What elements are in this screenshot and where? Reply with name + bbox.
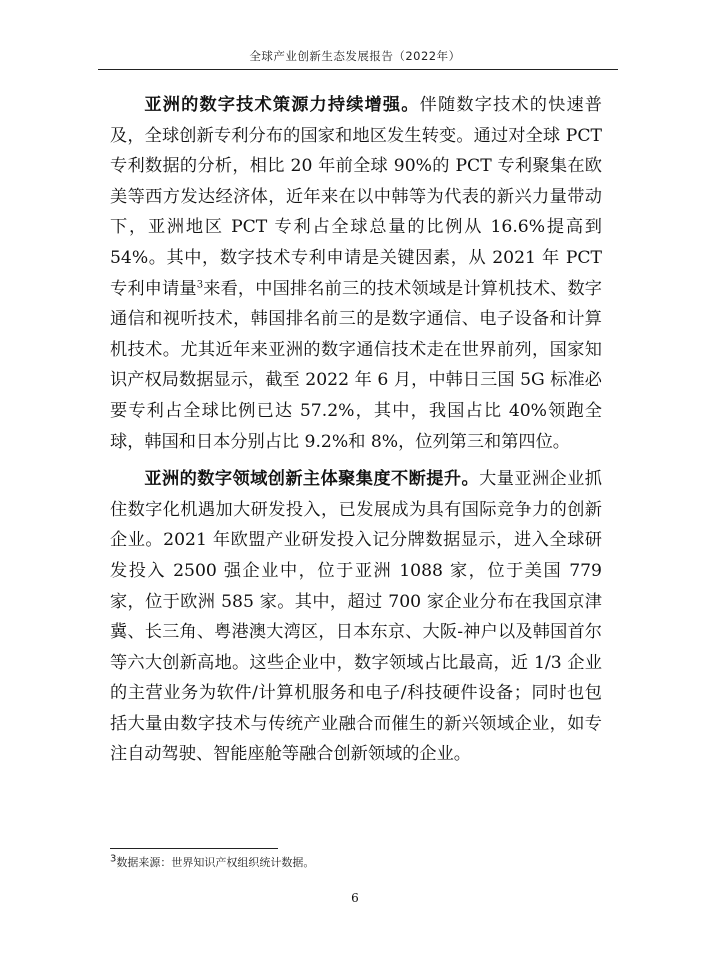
page-number: 6 <box>351 891 359 905</box>
header-rule <box>98 69 618 70</box>
paragraph-1-text-b: 来看，中国排名前三的技术领域是计算机技术、数字通信和视听技术，韩国排名前三的是数字通信、电子设备和计算机技术。尤其近年来亚洲的数字通信技术走在世界前列，国家知识产权局数据显示，截至 2022 年 6 月，中韩日三国 5G 标准必要专利占全球比例已达 57.2%，其中，我国占比 40%领跑全球，韩国和日本分别占比 9.2%和 8%，位列第三和第四位。 <box>110 278 602 452</box>
paragraph-1-text-a: 伴随数字技术的快速普及，全球创新专利分布的国家和地区发生转变。通过对全球 PCT 专利数据的分析，相比 20 年前全球 90%的 PCT 专利聚集在欧美等西方发达经济体，近年来在以中韩等为代表的新兴力量带动下，亚洲地区 PCT 专利占全球总量的比例从 16.6%提高到 54%。其中，数字技术专利申请是关键因素，从 2021 年 PCT 专利申请量 <box>110 95 602 299</box>
body-text <box>110 90 602 777</box>
paragraph-2 <box>110 464 602 770</box>
paragraph-1-lead: 亚洲的数字技术策源力持续增强。 <box>144 95 420 115</box>
paragraph-2-lead: 亚洲的数字领域创新主体聚集度不断提升。 <box>144 469 480 490</box>
paragraph-1 <box>110 90 602 457</box>
footnote-ref: 3 <box>196 278 204 290</box>
footnote-rule <box>110 848 278 849</box>
paragraph-2-text: 大量亚洲企业抓住数字化机遇加大研发投入，已发展成为具有国际竞争力的创新企业。2021 年欧盟产业研发投入记分牌数据显示，进入全球研发投入 2500 强企业中，位于亚洲 1088 家，位于美国 779 家，位于欧洲 585 家。其中，超过 700 家企业分布在我国京津冀、长三角、粤港澳大湾区，日本东京、大阪-神户以及韩国首尔等六大创新高地。这些企业中，数字领域占比最高，近 1/3 企业的主营业务为软件/计算机服务和电子/科技硬件设备；同时也包括大量由数字技术与传统产业融合而催生的新兴领域企业，如专注自动驾驶、智能座舱等融合创新领域的企业。 <box>110 469 602 765</box>
footnote-text: 数据来源：世界知识产权组织统计数据。 <box>116 856 315 869</box>
footnote-mark: 3 <box>110 853 117 865</box>
running-header: 全球产业创新生态发展报告（2022年） <box>249 49 461 63</box>
footnote <box>110 854 314 870</box>
